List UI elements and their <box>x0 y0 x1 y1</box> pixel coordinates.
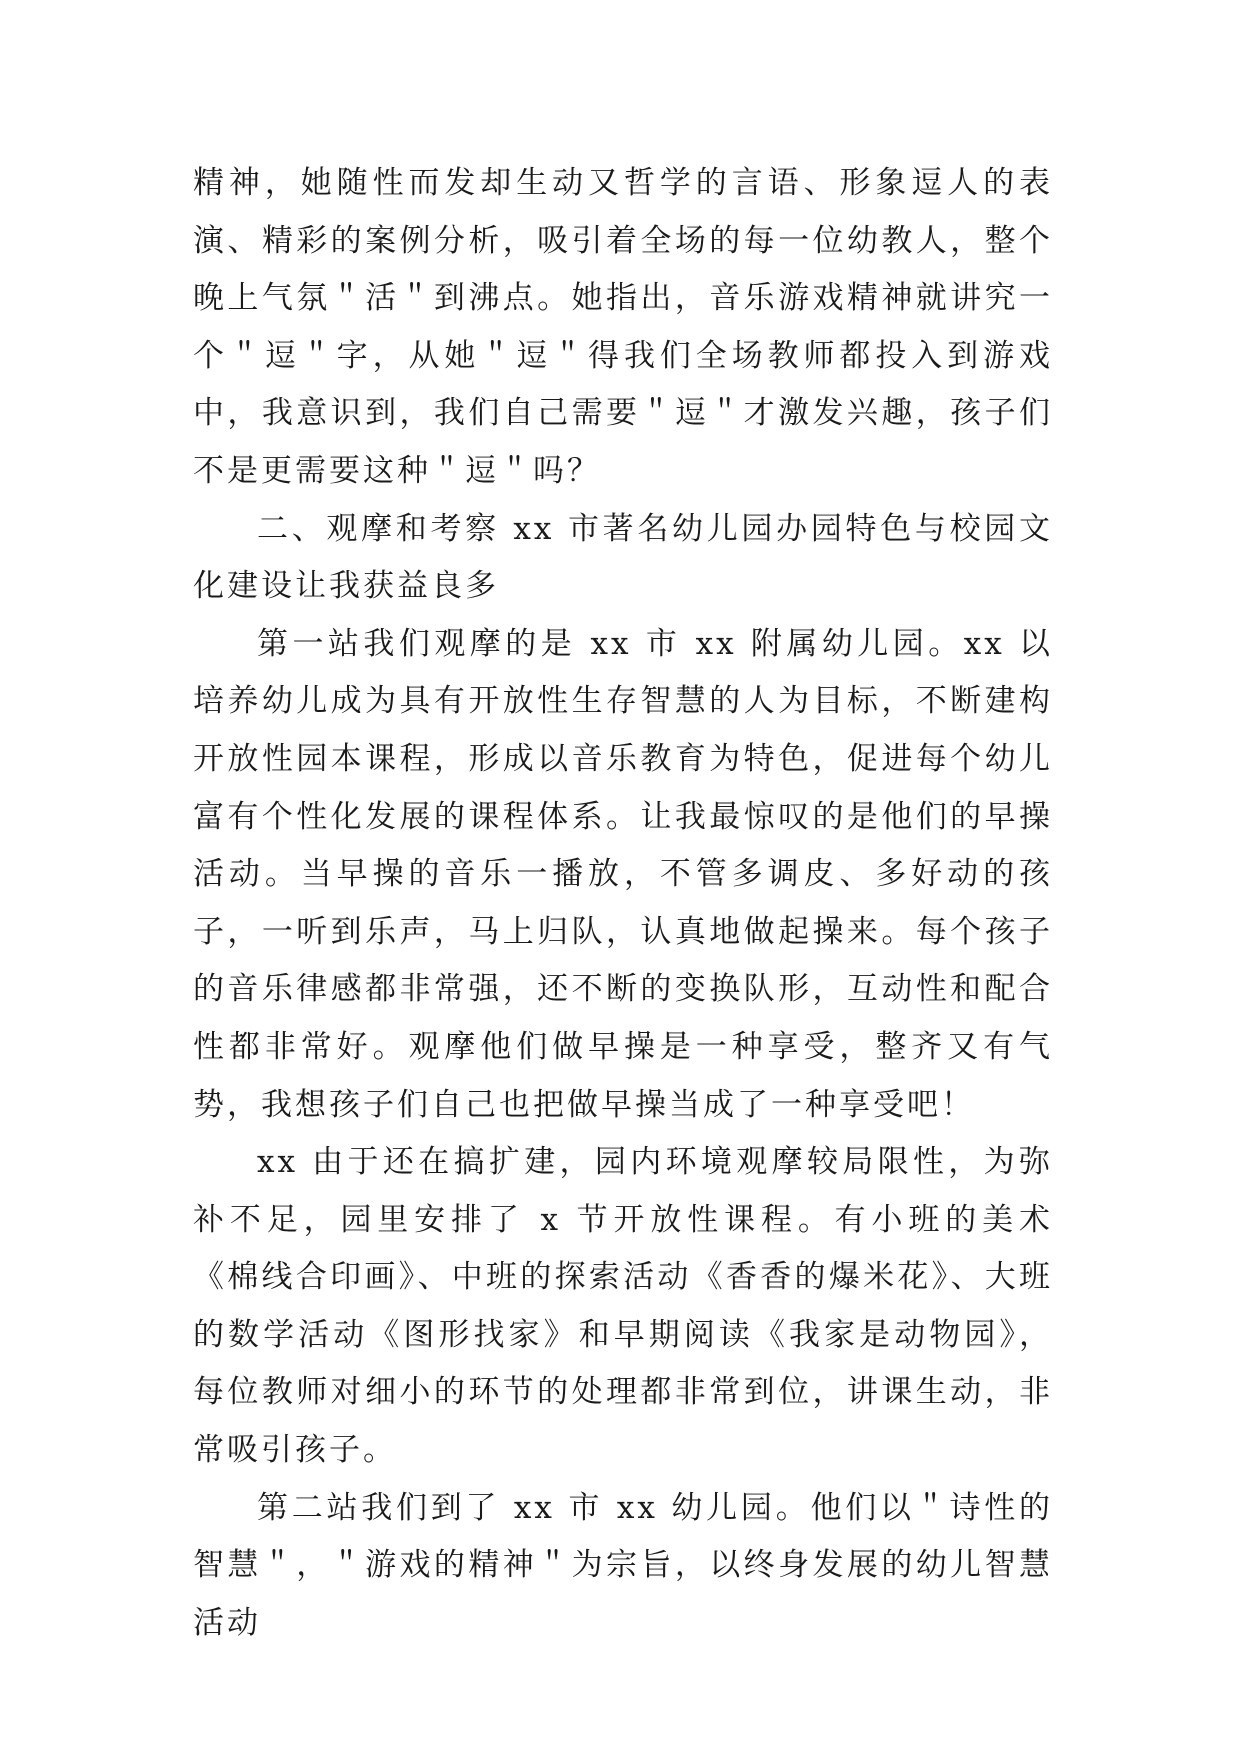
paragraph-station-2: 第二站我们到了 xx 市 xx 幼儿园。他们以＂诗性的智慧＂，＂游戏的精神＂为宗旨，以终身发展的幼儿智慧活动 <box>193 1489 1053 1641</box>
paragraph-open-classes: xx 由于还在搞扩建，园内环境观摩较局限性，为弥补不足，园里安排了 x 节开放性课程。有小班的美术《棉线合印画》、中班的探索活动《香香的爆米花》、大班的数学活动《图形找家》和早期阅读《我家是动物园》，每位教师对细小的环节的处理都非常到位，讲课生动，非常吸引孩子。 <box>193 1144 1053 1469</box>
section-heading-2: 二、观摩和考察 xx 市著名幼儿园办园特色与校园文化建设让我获益良多 <box>193 510 1053 605</box>
paragraph-continuation: 精神，她随性而发却生动又哲学的言语、形象逗人的表演、精彩的案例分析，吸引着全场的每一位幼教人，整个晚上气氛＂活＂到沸点。她指出，音乐游戏精神就讲究一个＂逗＂字，从她＂逗＂得我们全场教师都投入到游戏中，我意识到，我们自己需要＂逗＂才激发兴趣，孩子们不是更需要这种＂逗＂吗？ <box>193 165 1053 489</box>
document-body <box>193 155 1053 1652</box>
paragraph-station-1: 第一站我们观摩的是 xx 市 xx 附属幼儿园。xx 以培养幼儿成为具有开放性生存智慧的人为目标，不断建构开放性园本课程，形成以音乐教育为特色，促进每个幼儿富有个性化发展的课程体系。让我最惊叹的是他们的早操活动。当早操的音乐一播放，不管多调皮、多好动的孩子，一听到乐声，马上归队，认真地做起操来。每个孩子的音乐律感都非常强，还不断的变换队形，互动性和配合性都非常好。观摩他们做早操是一种享受，整齐又有气势，我想孩子们自己也把做早操当成了一种享受吧！ <box>193 625 1053 1123</box>
